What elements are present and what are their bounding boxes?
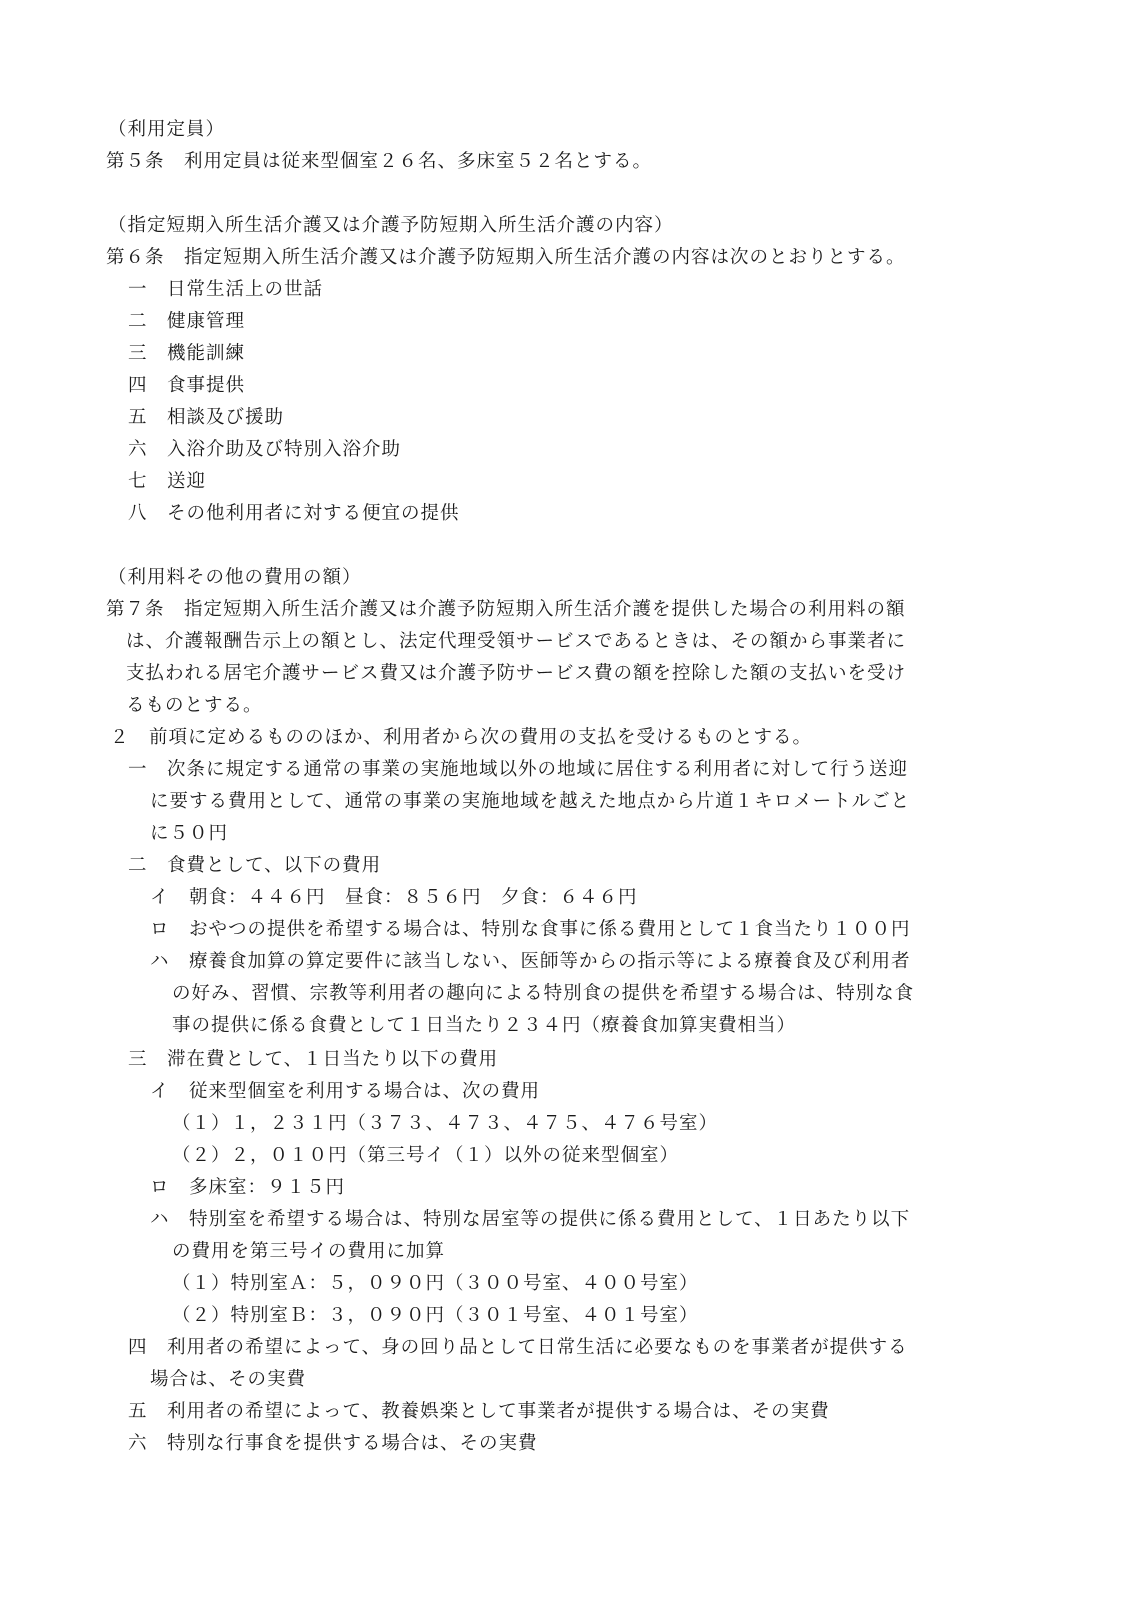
fee-item-1-line: 一 次条に規定する通常の事業の実施地域以外の地域に居住する利用者に対して行う送迎 [128, 759, 909, 780]
article-5-text: 第５条 利用定員は従来型個室２６名、多床室５２名とする。 [106, 151, 653, 172]
fee-item-3-ha-line: ハ 特別室を希望する場合は、特別な居室等の提供に係る費用として、１日あたり以下 [150, 1209, 911, 1230]
fee-item-2-ha-line: の好み、習慣、宗教等利用者の趣向による特別食の提供を希望する場合は、特別な食 [172, 983, 915, 1004]
fee-item-6: 六 特別な行事食を提供する場合は、その実費 [128, 1433, 538, 1454]
fee-item-4-line: 場合は、その実費 [150, 1369, 307, 1390]
article-7-paragraph-1-line: るものとする。 [126, 695, 263, 716]
fee-item-3-i-1: （１）１，２３１円（３７３、４７３、４７５、４７６号室） [172, 1113, 719, 1134]
fee-item-2-ha-line: 事の提供に係る食費として１日当たり２３４円（療養食加算実費相当） [172, 1015, 797, 1036]
article-5-heading: （利用定員） [108, 119, 226, 140]
list-item: 一 日常生活上の世話 [128, 279, 324, 300]
fee-item-2: 二 食費として、以下の費用 [128, 855, 382, 876]
article-7-paragraph-2: ２ 前項に定めるもののほか、利用者から次の費用の支払を受けるものとする。 [110, 727, 813, 748]
fee-item-2-ro: ロ おやつの提供を希望する場合は、特別な食事に係る費用として１食当たり１００円 [150, 919, 911, 940]
fee-item-3-i-2: （２）２，０１０円（第三号イ（１）以外の従来型個室） [172, 1145, 680, 1166]
list-item: 五 相談及び援助 [128, 407, 285, 428]
article-6-text: 第６条 指定短期入所生活介護又は介護予防短期入所生活介護の内容は次のとおりとする。 [106, 247, 906, 268]
fee-item-3-ha-line: の費用を第三号イの費用に加算 [172, 1241, 446, 1262]
list-item: 四 食事提供 [128, 375, 246, 396]
fee-item-2-ha-line: ハ 療養食加算の算定要件に該当しない、医師等からの指示等による療養食及び利用者 [150, 951, 911, 972]
article-7-heading: （利用料その他の費用の額） [108, 567, 362, 588]
article-7-paragraph-1-line: 第７条 指定短期入所生活介護又は介護予防短期入所生活介護を提供した場合の利用料の額 [106, 599, 906, 620]
list-item: 六 入浴介助及び特別入浴介助 [128, 439, 402, 460]
list-item: 二 健康管理 [128, 311, 246, 332]
fee-item-3: 三 滞在費として、１日当たり以下の費用 [128, 1049, 499, 1070]
article-7-paragraph-1-line: は、介護報酬告示上の額とし、法定代理受領サービスであるときは、その額から事業者に [126, 631, 907, 652]
fee-item-2-i: イ 朝食：４４６円 昼食：８５６円 夕食：６４６円 [150, 887, 638, 908]
article-7-paragraph-1-line: 支払われる居宅介護サービス費又は介護予防サービス費の額を控除した額の支払いを受け [126, 663, 907, 684]
list-item: 八 その他利用者に対する便宜の提供 [128, 503, 460, 524]
fee-item-3-ha-2: （２）特別室Ｂ：３，０９０円（３０１号室、４０１号室） [172, 1305, 699, 1326]
list-item: 七 送迎 [128, 471, 207, 492]
fee-item-3-i: イ 従来型個室を利用する場合は、次の費用 [150, 1081, 541, 1102]
fee-item-5: 五 利用者の希望によって、教養娯楽として事業者が提供する場合は、その実費 [128, 1401, 830, 1422]
fee-item-3-ha-1: （１）特別室Ａ：５，０９０円（３００号室、４００号室） [172, 1273, 699, 1294]
fee-item-4-line: 四 利用者の希望によって、身の回り品として日常生活に必要なものを事業者が提供する [128, 1337, 908, 1358]
article-6-heading: （指定短期入所生活介護又は介護予防短期入所生活介護の内容） [108, 215, 674, 236]
list-item: 三 機能訓練 [128, 343, 246, 364]
fee-item-3-ro: ロ 多床室：９１５円 [150, 1177, 346, 1198]
fee-item-1-line: に５０円 [150, 823, 229, 844]
fee-item-1-line: に要する費用として、通常の事業の実施地域を越えた地点から片道１キロメートルごと [150, 791, 911, 812]
